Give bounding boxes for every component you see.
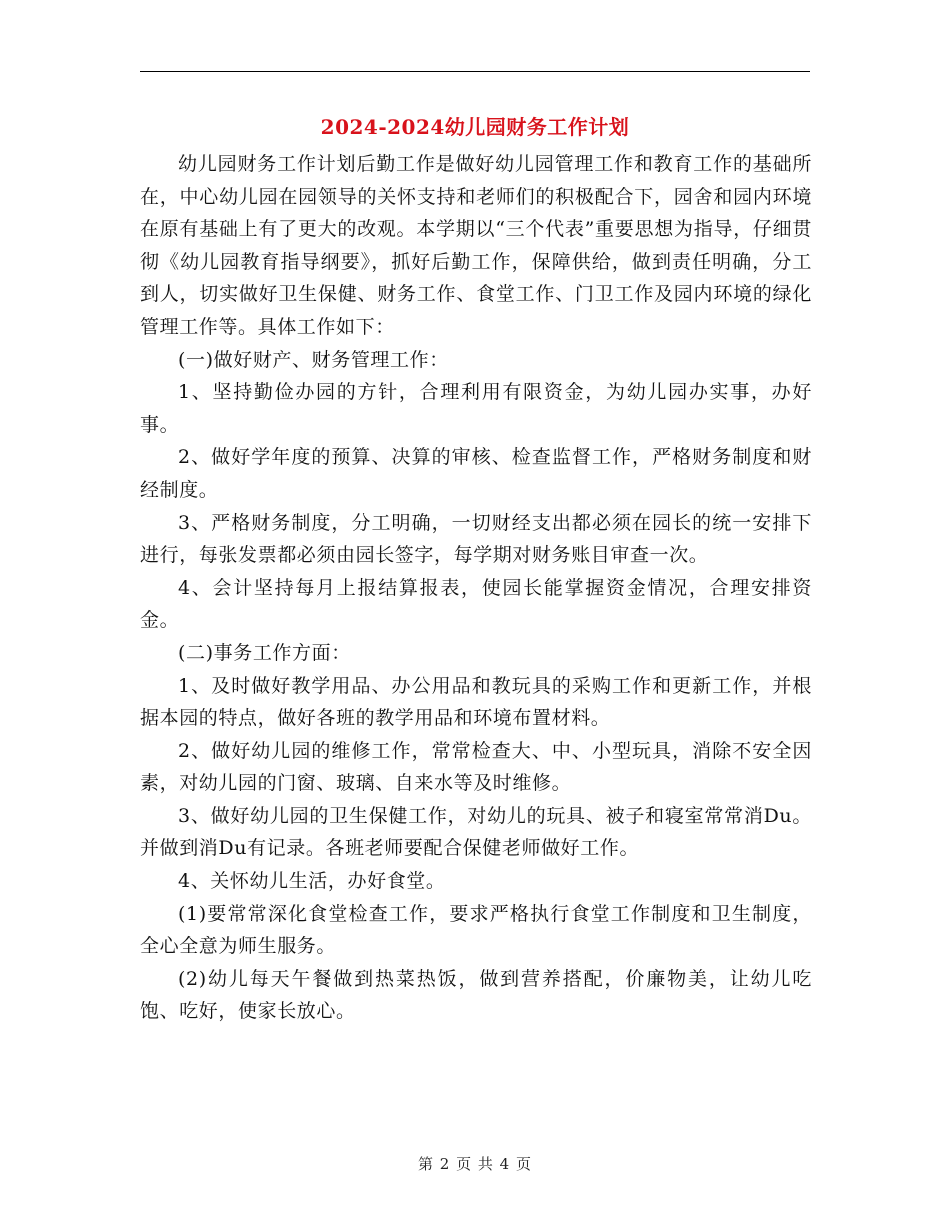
- list-item: 2、做好学年度的预算、决算的审核、检查监督工作，严格财务制度和财经制度。: [140, 446, 812, 501]
- document-title: 2024-2024幼儿园财务工作计划: [320, 115, 630, 139]
- list-item: 3、严格财务制度，分工明确，一切财经支出都必须在园长的统一安排下进行，每张发票都必须由园长签字，每学期对财务账目审查一次。: [140, 511, 812, 567]
- document-body: [140, 148, 812, 1028]
- page-number: 第 2 页 共 4 页: [418, 1155, 532, 1173]
- list-item: 4、会计坚持每月上报结算报表，使园长能掌握资金情况，合理安排资金。: [140, 576, 812, 632]
- header-rule: [140, 71, 810, 72]
- sub-list-item: (2)幼儿每天午餐做到热菜热饭，做到营养搭配，价廉物美，让幼儿吃饱、吃好，使家长放心。: [140, 967, 812, 1023]
- list-item: 1、及时做好教学用品、办公用品和教玩具的采购工作和更新工作，并根据本园的特点，做好各班的教学用品和环境布置材料。: [140, 674, 812, 730]
- section-heading-finance: (一)做好财产、财务管理工作：: [178, 348, 449, 371]
- paragraph-intro: 幼儿园财务工作计划后勤工作是做好幼儿园管理工作和教育工作的基础所在，中心幼儿园在园领导的关怀支持和老师们的积极配合下，园舍和园内环境在原有基础上有了更大的改观。本学期以“三个代表”重要思想为指导，仔细贯彻《幼儿园教育指导纲要》，抓好后勤工作，保障供给，做到责任明确，分工到人，切实做好卫生保健、财务工作、食堂工作、门卫工作及园内环境的绿化管理工作等。具体工作如下：: [140, 153, 812, 338]
- sub-list-item: (1)要常常深化食堂检查工作，要求严格执行食堂工作制度和卫生制度，全心全意为师生服务。: [140, 902, 812, 958]
- list-item: 3、做好幼儿园的卫生保健工作，对幼儿的玩具、被子和寝室常常消Du。并做到消Du有记录。各班老师要配合保健老师做好工作。: [140, 804, 812, 860]
- list-item: 1、坚持勤俭办园的方针，合理利用有限资金，为幼儿园办实事，办好事。: [140, 381, 812, 436]
- list-item: 2、做好幼儿园的维修工作，常常检查大、中、小型玩具，消除不安全因素，对幼儿园的门窗、玻璃、自来水等及时维修。: [140, 739, 812, 795]
- section-heading-affairs: (二)事务工作方面：: [178, 641, 351, 664]
- list-item: 4、关怀幼儿生活，办好食堂。: [178, 870, 446, 893]
